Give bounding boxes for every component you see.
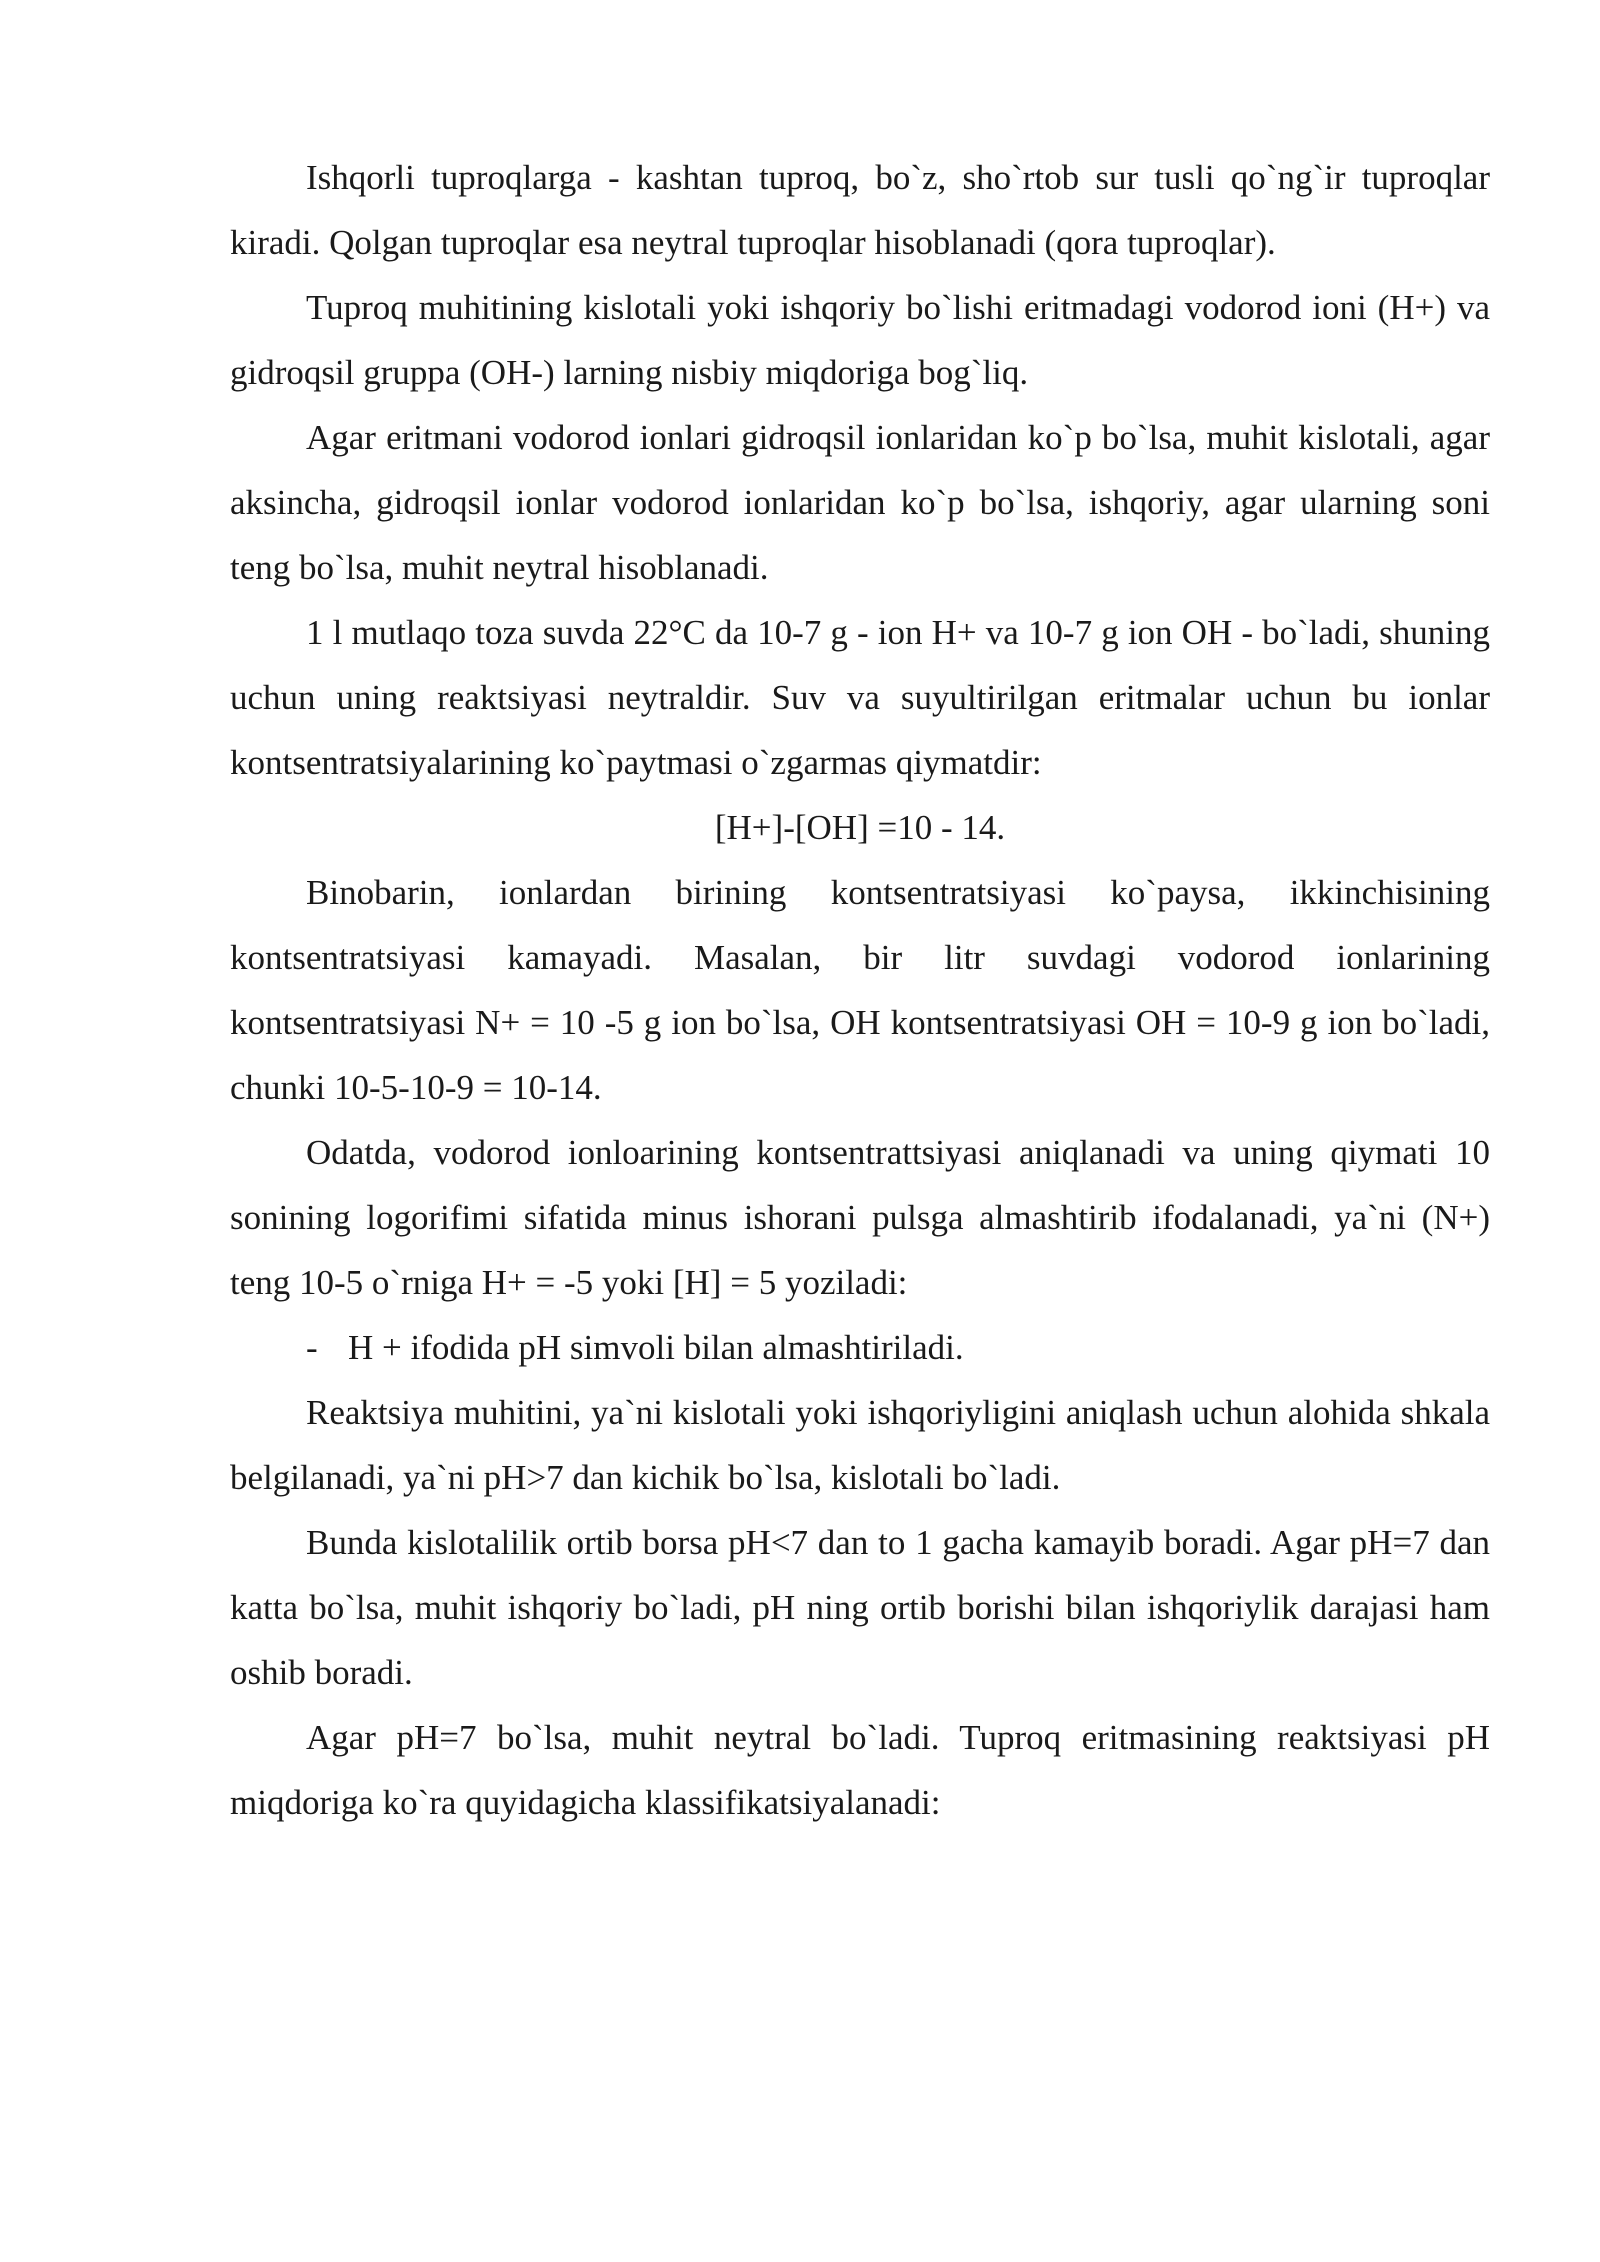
- list-item-text: H + ifodida pH simvoli bilan almashtiriladi.: [348, 1328, 964, 1367]
- paragraph-alkaline-soils: Ishqorli tuproqlarga - kashtan tuproq, bo`z, sho`rtob sur tusli qo`ng`ir tuproqlar kiradi. Qolgan tuproqlar esa neytral tuproqlar hisoblanadi (qora tuproqlar).: [230, 158, 1490, 262]
- formula-ion-product: [H+]-[OH] =10 - 14.: [714, 808, 1006, 847]
- paragraph-ion-balance: Agar eritmani vodorod ionlari gidroqsil ionlaridan ko`p bo`lsa, muhit kislotali, agar aksincha, gidroqsil ionlar vodorod ionlaridan ko`p bo`lsa, ishqoriy, agar ularning soni teng bo`lsa, muhit neytral hisoblanadi.: [230, 418, 1490, 587]
- document-body: [230, 145, 1490, 1835]
- paragraph-classification: Agar pH=7 bo`lsa, muhit neytral bo`ladi. Tuproq eritmasining reaktsiyasi pH miqdoriga ko`ra quyidagicha klassifikatsiyalanadi:: [230, 1718, 1490, 1822]
- paragraph-medium-reaction: Tuproq muhitining kislotali yoki ishqoriy bo`lishi eritmadagi vodorod ioni (H+) va gidroqsil gruppa (OH-) larning nisbiy miqdoriga bog`liq.: [230, 288, 1490, 392]
- paragraph-pure-water: 1 l mutlaqo toza suvda 22°C da 10-7 g - ion H+ va 10-7 g ion OH - bo`ladi, shuning uchun uning reaktsiyasi neytraldir. Suv va suyultirilgan eritmalar uchun bu ionlar kontsentratsiyalarining ko`paytmasi o`zgarmas qiymatdir:: [230, 613, 1490, 782]
- paragraph-concentration-example: Binobarin, ionlardan birining kontsentratsiyasi ko`paysa, ikkinchisining kontsentratsiyasi kamayadi. Masalan, bir litr suvdagi vodorod ionlarining kontsentratsiyasi N+ = 10 -5 g ion bo`lsa, OH kontsentratsiyasi OH = 10-9 g ion bo`ladi, chunki 10-5-10-9 = 10-14.: [230, 873, 1490, 1107]
- list-item-ph-symbol: [230, 1315, 1490, 1380]
- paragraph-acidity: Bunda kislotalilik ortib borsa pH<7 dan to 1 gacha kamayib boradi. Agar pH=7 dan katta bo`lsa, muhit ishqoriy bo`ladi, pH ning ortib borishi bilan ishqoriylik darajasi ham oshib boradi.: [230, 1523, 1490, 1692]
- paragraph-logarithm: Odatda, vodorod ionloarining kontsentrattsiyasi aniqlanadi va uning qiymati 10 sonining logorifimi sifatida minus ishorani pulsga almashtirib ifodalanadi, ya`ni (N+) teng 10-5 o`rniga H+ = -5 yoki [H] = 5 yoziladi:: [230, 1133, 1490, 1302]
- list-marker: -: [306, 1328, 318, 1367]
- paragraph-scale: Reaktsiya muhitini, ya`ni kislotali yoki ishqoriyligini aniqlash uchun alohida shkala belgilanadi, ya`ni pH>7 dan kichik bo`lsa, kislotali bo`ladi.: [230, 1393, 1490, 1497]
